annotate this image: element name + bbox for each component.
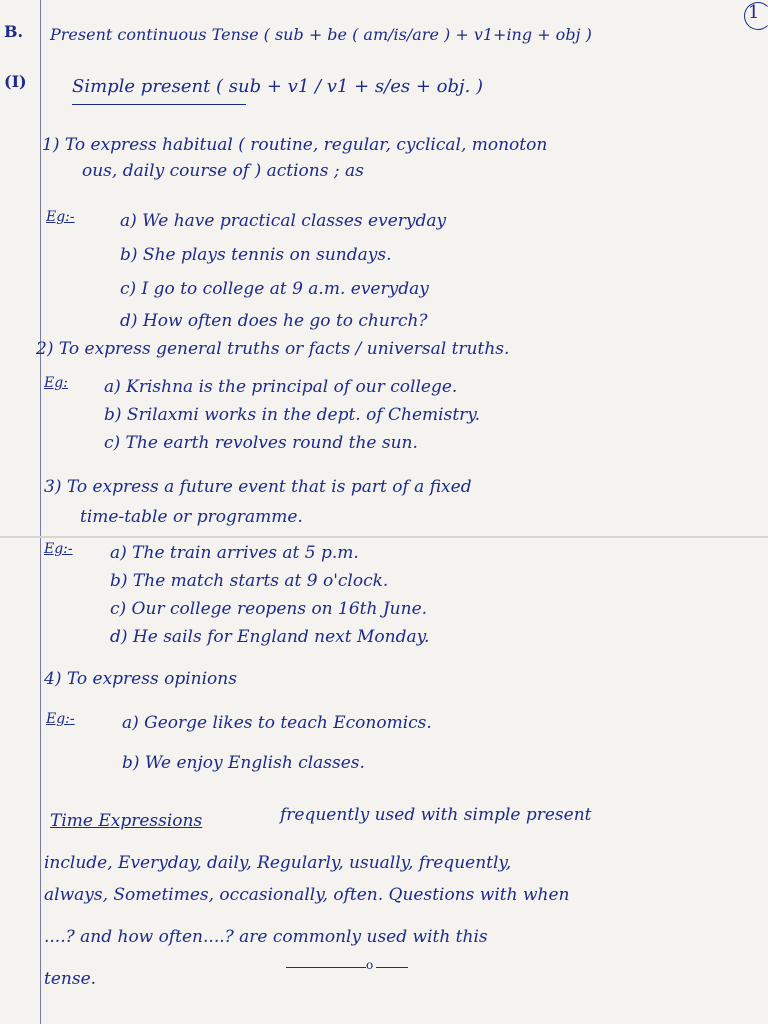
point-1-example-d: d) How often does he go to church? — [120, 311, 428, 331]
point-3-example-c: c) Our college reopens on 16th June. — [110, 599, 428, 619]
point-1-example-c: c) I go to college at 9 a.m. everyday — [120, 279, 429, 299]
point-4-example-b: b) We enjoy English classes. — [122, 753, 365, 773]
point-3-example-a: a) The train arrives at 5 p.m. — [110, 543, 359, 563]
end-mark: o — [286, 962, 408, 972]
time-expressions-label: Time Expressions — [50, 811, 203, 831]
page-number: 1 — [748, 2, 768, 32]
time-expressions-line-1: frequently used with simple present — [280, 805, 592, 825]
point-2-example-b: b) Srilaxmi works in the dept. of Chemistry. — [104, 405, 481, 425]
margin-line — [40, 0, 41, 1024]
time-expressions-line-5: tense. — [44, 969, 97, 989]
point-3-title-line-2: time-table or programme. — [80, 507, 303, 527]
time-expressions-line-3: always, Sometimes, occasionally, often. Questions with when — [44, 885, 570, 905]
point-3-example-d: d) He sails for England next Monday. — [110, 627, 430, 647]
point-4-title-line-1: 4) To express opinions — [44, 669, 237, 689]
point-3-eg-label: Eg:- — [44, 541, 73, 557]
point-2-eg-label: Eg: — [44, 375, 68, 391]
point-2-example-c: c) The earth revolves round the sun. — [104, 433, 418, 453]
heading-underline — [72, 104, 246, 105]
point-4-eg-label: Eg:- — [46, 711, 75, 727]
point-1-example-a: a) We have practical classes everyday — [120, 211, 447, 231]
time-expressions-line-2: include, Everyday, daily, Regularly, usually, frequently, — [44, 853, 512, 873]
section-b-heading: Present continuous Tense ( sub + be ( am/is/are ) + v1+ing + obj ) — [50, 25, 592, 44]
point-2-title-line-1: 2) To express general truths or facts / universal truths. — [36, 339, 510, 359]
time-expressions-line-4: ....? and how often....? are commonly used with this — [44, 927, 488, 947]
point-3-example-b: b) The match starts at 9 o'clock. — [110, 571, 389, 591]
point-4-example-a: a) George likes to teach Economics. — [122, 713, 432, 733]
section-1-heading: Simple present ( sub + v1 / v1 + s/es + obj. ) — [72, 76, 484, 97]
point-1-title-line-1: 1) To express habitual ( routine, regular, cyclical, monoton — [42, 135, 548, 155]
paper-fold — [0, 536, 768, 538]
point-2-example-a: a) Krishna is the principal of our college. — [104, 377, 458, 397]
section-1-marker: (I) — [4, 72, 27, 91]
section-b-marker: B. — [4, 22, 24, 41]
point-1-title-line-2: ous, daily course of ) actions ; as — [82, 161, 364, 181]
point-1-eg-label: Eg:- — [46, 209, 75, 225]
point-1-example-b: b) She plays tennis on sundays. — [120, 245, 392, 265]
point-3-title-line-1: 3) To express a future event that is part of a fixed — [44, 477, 472, 497]
